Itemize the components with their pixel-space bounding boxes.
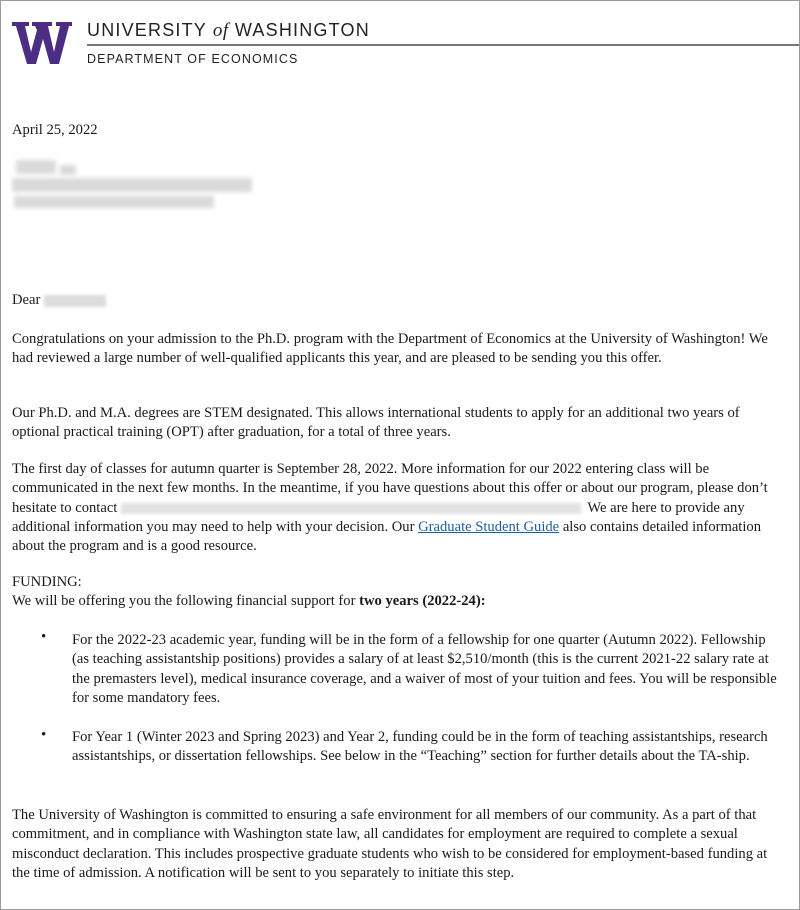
- salutation: [12, 291, 782, 310]
- funding-intro: [12, 592, 782, 611]
- bullet-icon: •: [41, 629, 47, 645]
- paragraph-classes: [12, 460, 782, 556]
- redacted-name: [44, 295, 106, 307]
- paragraph-classes-text-c: also contains detailed information about the program and is a good resource.: [12, 518, 762, 555]
- funding-bullet-2: For Year 1 (Winter 2023 and Spring 2023) and Year 2, funding could be in the form of teaching assistantships, research assistantships, or dissertation fellowships. See below in the “Teaching” section for further details about the TA-ship.: [72, 729, 768, 765]
- paragraph-classes-text-a: The first day of classes for autumn quarter is September 28, 2022. More information for our 2022 entering class will be communicated in the next few months. In the meantime, if you have questions about this offer or about our program, please don’t hesitate to contact: [12, 461, 768, 516]
- university-name-of: of: [212, 20, 229, 41]
- paragraph-safety: The University of Washington is committed to ensuring a safe environment for all members of our community. As a part of that commitment, and in compliance with Washington state law, all candidates for employment are required to complete a sexual misconduct declaration. This includes prospective graduate students who wish to be considered for employment-based funding at the time of admission. A notification will be sent to you separately to initiate this step.: [12, 807, 768, 881]
- redacted-contact: [121, 503, 581, 514]
- graduate-student-guide-link[interactable]: Graduate Student Guide: [418, 518, 560, 535]
- uw-w-logo-icon: [12, 22, 72, 64]
- letter-date: April 25, 2022: [12, 122, 98, 138]
- paragraph-classes-text-b: We are here to provide any additional information you may need to help with your decision. Our: [12, 499, 745, 535]
- university-name-part2: WASHINGTON: [234, 20, 370, 40]
- funding-intro-text: We will be offering you the following financial support for: [12, 593, 356, 610]
- funding-section: [12, 573, 782, 612]
- department-name: DEPARTMENT OF ECONOMICS: [87, 52, 299, 66]
- university-name-part1: UNIVERSITY: [87, 20, 207, 40]
- funding-bullet-1: For the 2022-23 academic year, funding will be in the form of a fellowship for one quarter (Autumn 2022). Fellowship (as teaching assistantship positions) provides a salary of at least $2,510/month (this is the current 2021-22 salary rate at the premasters level), medical insurance coverage, and a waiver of most of your tuition and fees. You will be responsible for some mandatory fees.: [72, 632, 777, 706]
- bullet-icon: •: [41, 727, 47, 743]
- university-name: [87, 20, 370, 42]
- paragraph-congratulations: Congratulations on your admission to the Ph.D. program with the Department of Economics at the University of Washington! We had reviewed a large number of well-qualified applicants this year, and are pleased to be sending you this offer.: [12, 331, 768, 367]
- header-divider: [87, 44, 799, 46]
- salutation-text: Dear: [12, 292, 41, 308]
- funding-years: two years (2022-24):: [359, 593, 486, 610]
- paragraph-stem: Our Ph.D. and M.A. degrees are STEM designated. This allows international students to apply for an additional two years of optional practical training (OPT) after graduation, for a total of three years.: [12, 405, 740, 441]
- funding-heading: FUNDING:: [12, 574, 82, 590]
